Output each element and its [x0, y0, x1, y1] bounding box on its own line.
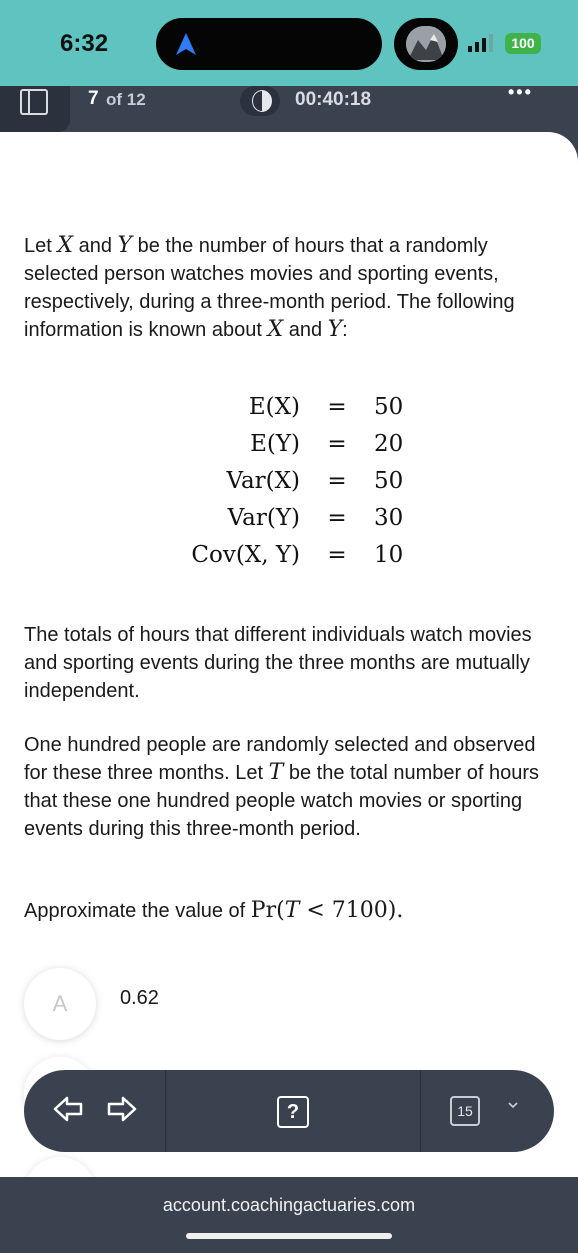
timer-toggle-button[interactable] [240, 86, 280, 116]
timer: 00:40:18 [295, 89, 372, 110]
equation-lhs: Cov(X, Y) [191, 541, 300, 568]
variable-y: Y [327, 317, 343, 342]
battery-indicator: 100 [505, 33, 541, 54]
question-intro [24, 232, 556, 344]
text-span: be the number of hours that a randomly selected person watches movies and sporting events, respectively, during a three-month period. The following information is known about [24, 235, 515, 341]
equation-row [160, 462, 403, 499]
cellular-signal-icon [468, 34, 494, 52]
answer-a-letter[interactable]: A [24, 968, 96, 1040]
status-bar [0, 0, 578, 86]
formula-part: Pr( [250, 898, 285, 923]
variable-y: Y [117, 233, 133, 258]
url-text[interactable]: account.coachingactuaries.com [162, 1195, 416, 1215]
question-number: 7 [88, 88, 99, 109]
equation-rhs: 10 [374, 541, 404, 568]
app-toolbar [0, 82, 578, 132]
clock: 6:32 [60, 30, 109, 57]
next-arrow-icon[interactable] [106, 1094, 138, 1124]
divider [165, 1070, 166, 1152]
sidebar-icon [20, 89, 48, 115]
question-setup [24, 731, 556, 843]
dynamic-island [156, 18, 382, 70]
question-total: of 12 [106, 90, 146, 109]
answer-a-text[interactable]: 0.62 [120, 987, 159, 1009]
sidebar-toggle-button[interactable] [0, 86, 70, 132]
equation-table [160, 388, 403, 573]
question-independence: The totals of hours that different individuals watch movies and sporting events during the three months are mutually independent. [24, 624, 532, 702]
equation-row [160, 536, 403, 573]
equation-rhs: 50 [374, 467, 404, 494]
equals-sign: = [327, 541, 347, 568]
camera-thumbnail [394, 18, 458, 70]
equals-sign: = [327, 430, 347, 457]
text-span: : [342, 319, 348, 341]
timer-icon [252, 90, 272, 112]
navigation-arrow-icon [174, 31, 198, 57]
equation-rhs: 50 [374, 393, 404, 420]
previous-arrow-icon[interactable] [52, 1094, 84, 1124]
equals-sign: = [327, 393, 347, 420]
calculator-icon[interactable]: 15 [450, 1096, 480, 1126]
help-icon[interactable]: ? [277, 1096, 309, 1128]
variable-t: T [268, 760, 284, 785]
question-nav-bar [24, 1070, 554, 1152]
equation-row [160, 499, 403, 536]
equals-sign: = [327, 504, 347, 531]
equation-rhs: 20 [374, 430, 404, 457]
home-indicator[interactable] [186, 1233, 392, 1239]
variable-x: X [267, 317, 284, 342]
question-prompt [24, 897, 556, 925]
question-card [0, 132, 578, 1177]
equation-lhs: E(X) [248, 393, 300, 420]
text-span: and [73, 235, 118, 257]
more-options-icon[interactable]: ••• [508, 82, 533, 102]
equals-sign: = [327, 467, 347, 494]
thumbnail-image [406, 26, 446, 62]
equation-lhs: E(Y) [250, 430, 300, 457]
variable-t: T [284, 898, 300, 923]
browser-url-bar [0, 1177, 578, 1253]
chevron-down-icon[interactable] [507, 1099, 519, 1111]
divider [420, 1070, 421, 1152]
text-span: and [283, 319, 328, 341]
equation-row [160, 425, 403, 462]
text-span: be the total number of hours that these one hundred people watch movies or sporting events during this three-month period. [24, 762, 539, 840]
equation-lhs: Var(Y) [227, 504, 300, 531]
equation-rhs: 30 [374, 504, 404, 531]
equation-row [160, 388, 403, 425]
equation-lhs: Var(X) [226, 467, 300, 494]
text-span: One hundred people are randomly selected and observed for these three months. Let [24, 734, 536, 784]
text-span: Approximate the value of [24, 900, 251, 922]
variable-x: X [57, 233, 74, 258]
text-span: Let [24, 235, 58, 257]
formula-part: < 7100). [299, 898, 404, 923]
